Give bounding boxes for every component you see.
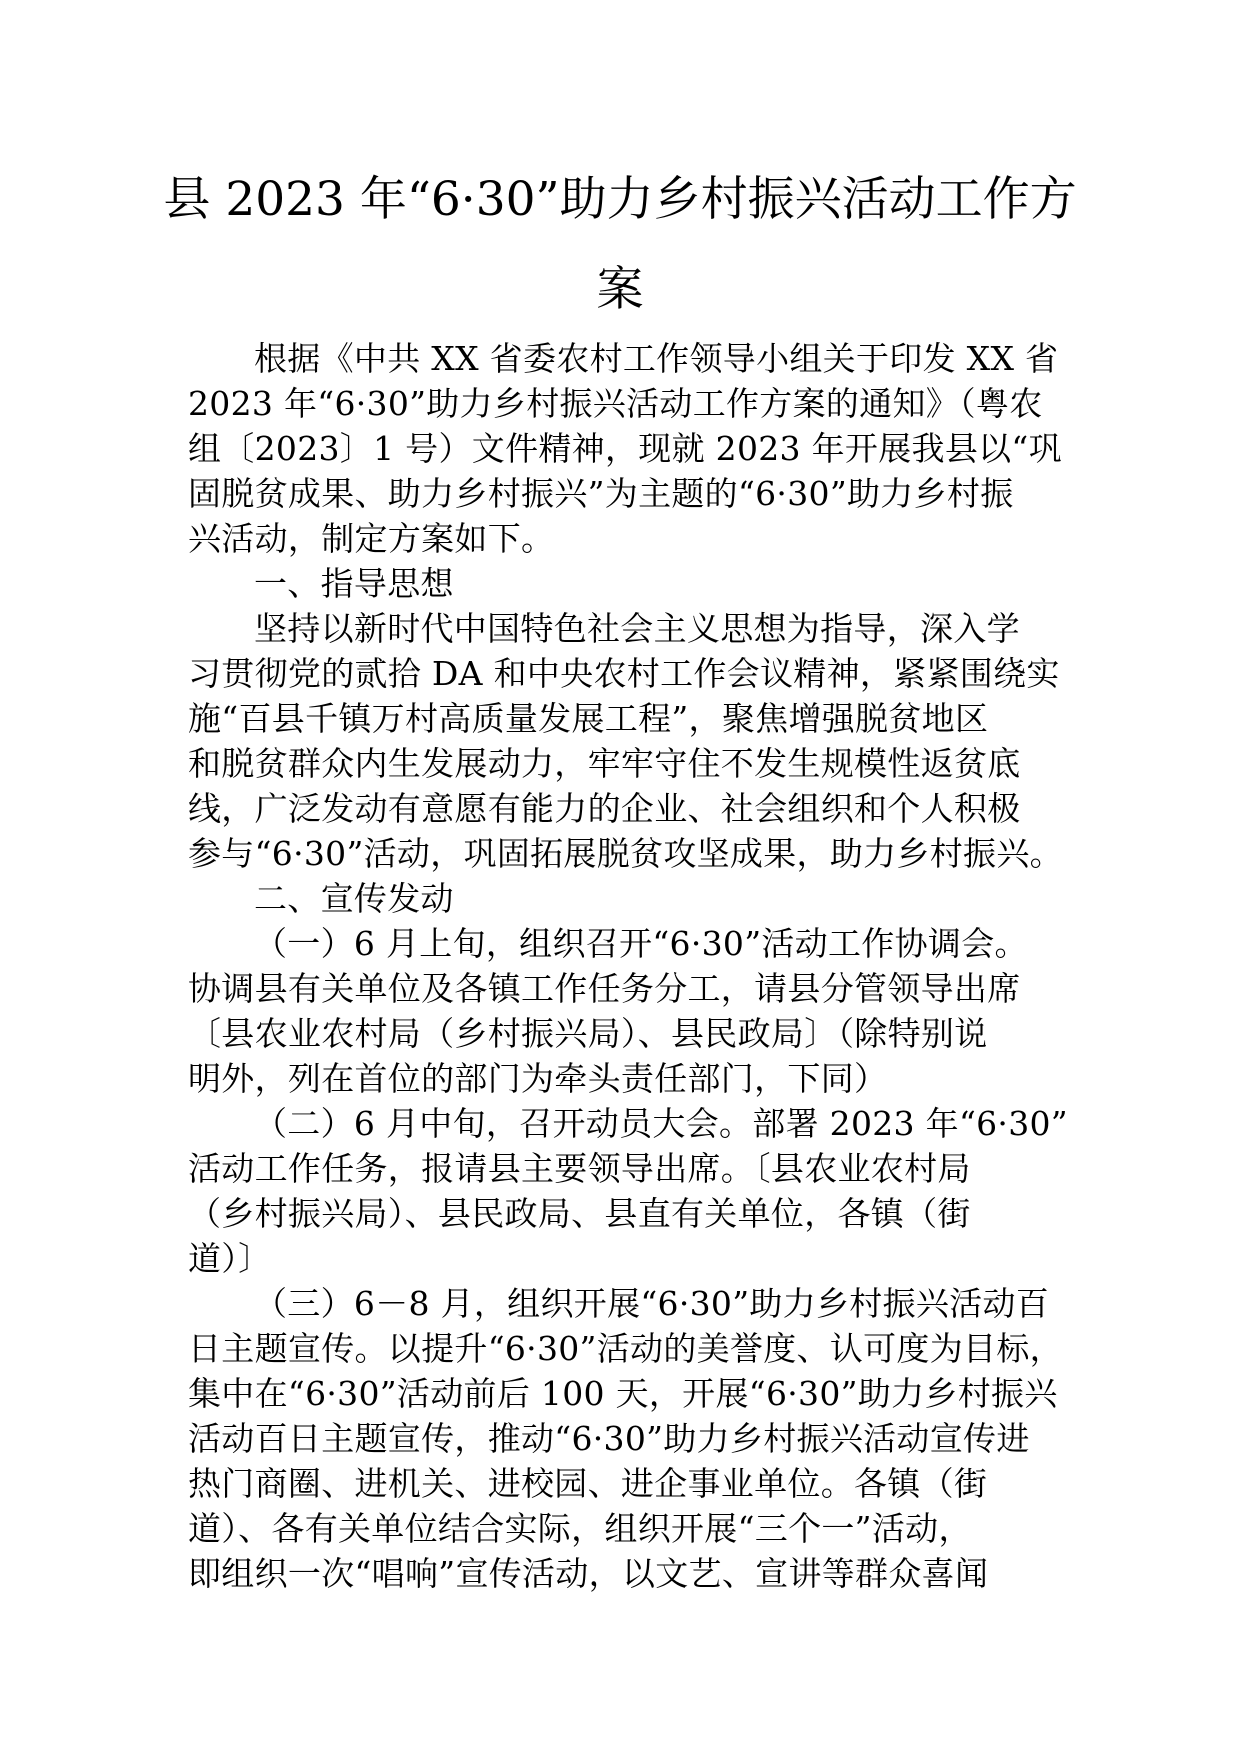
- paragraph-line: 协调县有关单位及各镇工作任务分工，请县分管领导出席: [188, 969, 1021, 1008]
- paragraph-line: 日主题宣传。以提升“6·30”活动的美誉度、认可度为目标，: [188, 1329, 1063, 1368]
- paragraph-line: 组〔2023〕1 号）文件精神，现就 2023 年开展我县以“巩: [188, 429, 1062, 468]
- section-heading: 一、指导思想: [254, 564, 454, 603]
- paragraph-line: 〔县农业农村局（乡村振兴局）、县民政局〕（除特别说: [188, 1014, 988, 1053]
- paragraph-line: 明外，列在首位的部门为牵头责任部门，下同）: [188, 1059, 888, 1098]
- paragraph-line: 施“百县千镇万村高质量发展工程”，聚焦增强脱贫地区: [188, 699, 989, 738]
- paragraph-line: 集中在“6·30”活动前后 100 天，开展“6·30”助力乡村振兴: [188, 1374, 1058, 1413]
- paragraph-line: 固脱贫成果、助力乡村振兴”为主题的“6·30”助力乡村振: [188, 474, 1014, 513]
- paragraph-line: 根据《中共 XX 省委农村工作领导小组关于印发 XX 省: [254, 339, 1059, 378]
- document-title: [150, 155, 1090, 335]
- paragraph-line: 道）〕: [188, 1239, 272, 1278]
- paragraph-line: 和脱贫群众内生发展动力，牢牢守住不发生规模性返贫底: [188, 744, 1021, 783]
- paragraph-line: （三）6－8 月，组织开展“6·30”助力乡村振兴活动百: [254, 1284, 1050, 1323]
- paragraph-line: 道）、各有关单位结合实际，组织开展“三个一”活动，: [188, 1509, 972, 1548]
- paragraph-line: 坚持以新时代中国特色社会主义思想为指导，深入学: [254, 609, 1020, 648]
- paragraph-line: （一）6 月上旬，组织召开“6·30”活动工作协调会。: [254, 924, 1028, 963]
- paragraph-line: 即组织一次“唱响”宣传活动，以文艺、宣讲等群众喜闻: [188, 1554, 989, 1593]
- paragraph-line: 兴活动，制定方案如下。: [188, 519, 555, 558]
- title-line: 县 2023 年“6·30”助力乡村振兴活动工作方: [163, 172, 1077, 227]
- paragraph-line: 活动百日主题宣传，推动“6·30”助力乡村振兴活动宣传进: [188, 1419, 1030, 1458]
- paragraph-line: 参与“6·30”活动，巩固拓展脱贫攻坚成果，助力乡村振兴。: [188, 834, 1063, 873]
- paragraph-line: 热门商圈、进机关、进校园、进企事业单位。各镇（街: [188, 1464, 988, 1503]
- paragraph-line: 2023 年“6·30”助力乡村振兴活动工作方案的通知》（粤农: [188, 384, 1043, 423]
- paragraph-line: （乡村振兴局）、县民政局、县直有关单位，各镇（街: [188, 1194, 971, 1233]
- paragraph-line: 习贯彻党的贰拾 DA 和中央农村工作会议精神，紧紧围绕实: [188, 654, 1060, 693]
- paragraph-line: （二）6 月中旬，召开动员大会。部署 2023 年“6·30”: [254, 1104, 1068, 1143]
- document-body: [188, 336, 1068, 1596]
- paragraph-line: 线，广泛发动有意愿有能力的企业、社会组织和个人积极: [188, 789, 1021, 828]
- section-heading: 二、宣传发动: [254, 879, 454, 918]
- title-line: 案: [596, 262, 644, 317]
- paragraph-line: 活动工作任务，报请县主要领导出席。〔县农业农村局: [188, 1149, 971, 1188]
